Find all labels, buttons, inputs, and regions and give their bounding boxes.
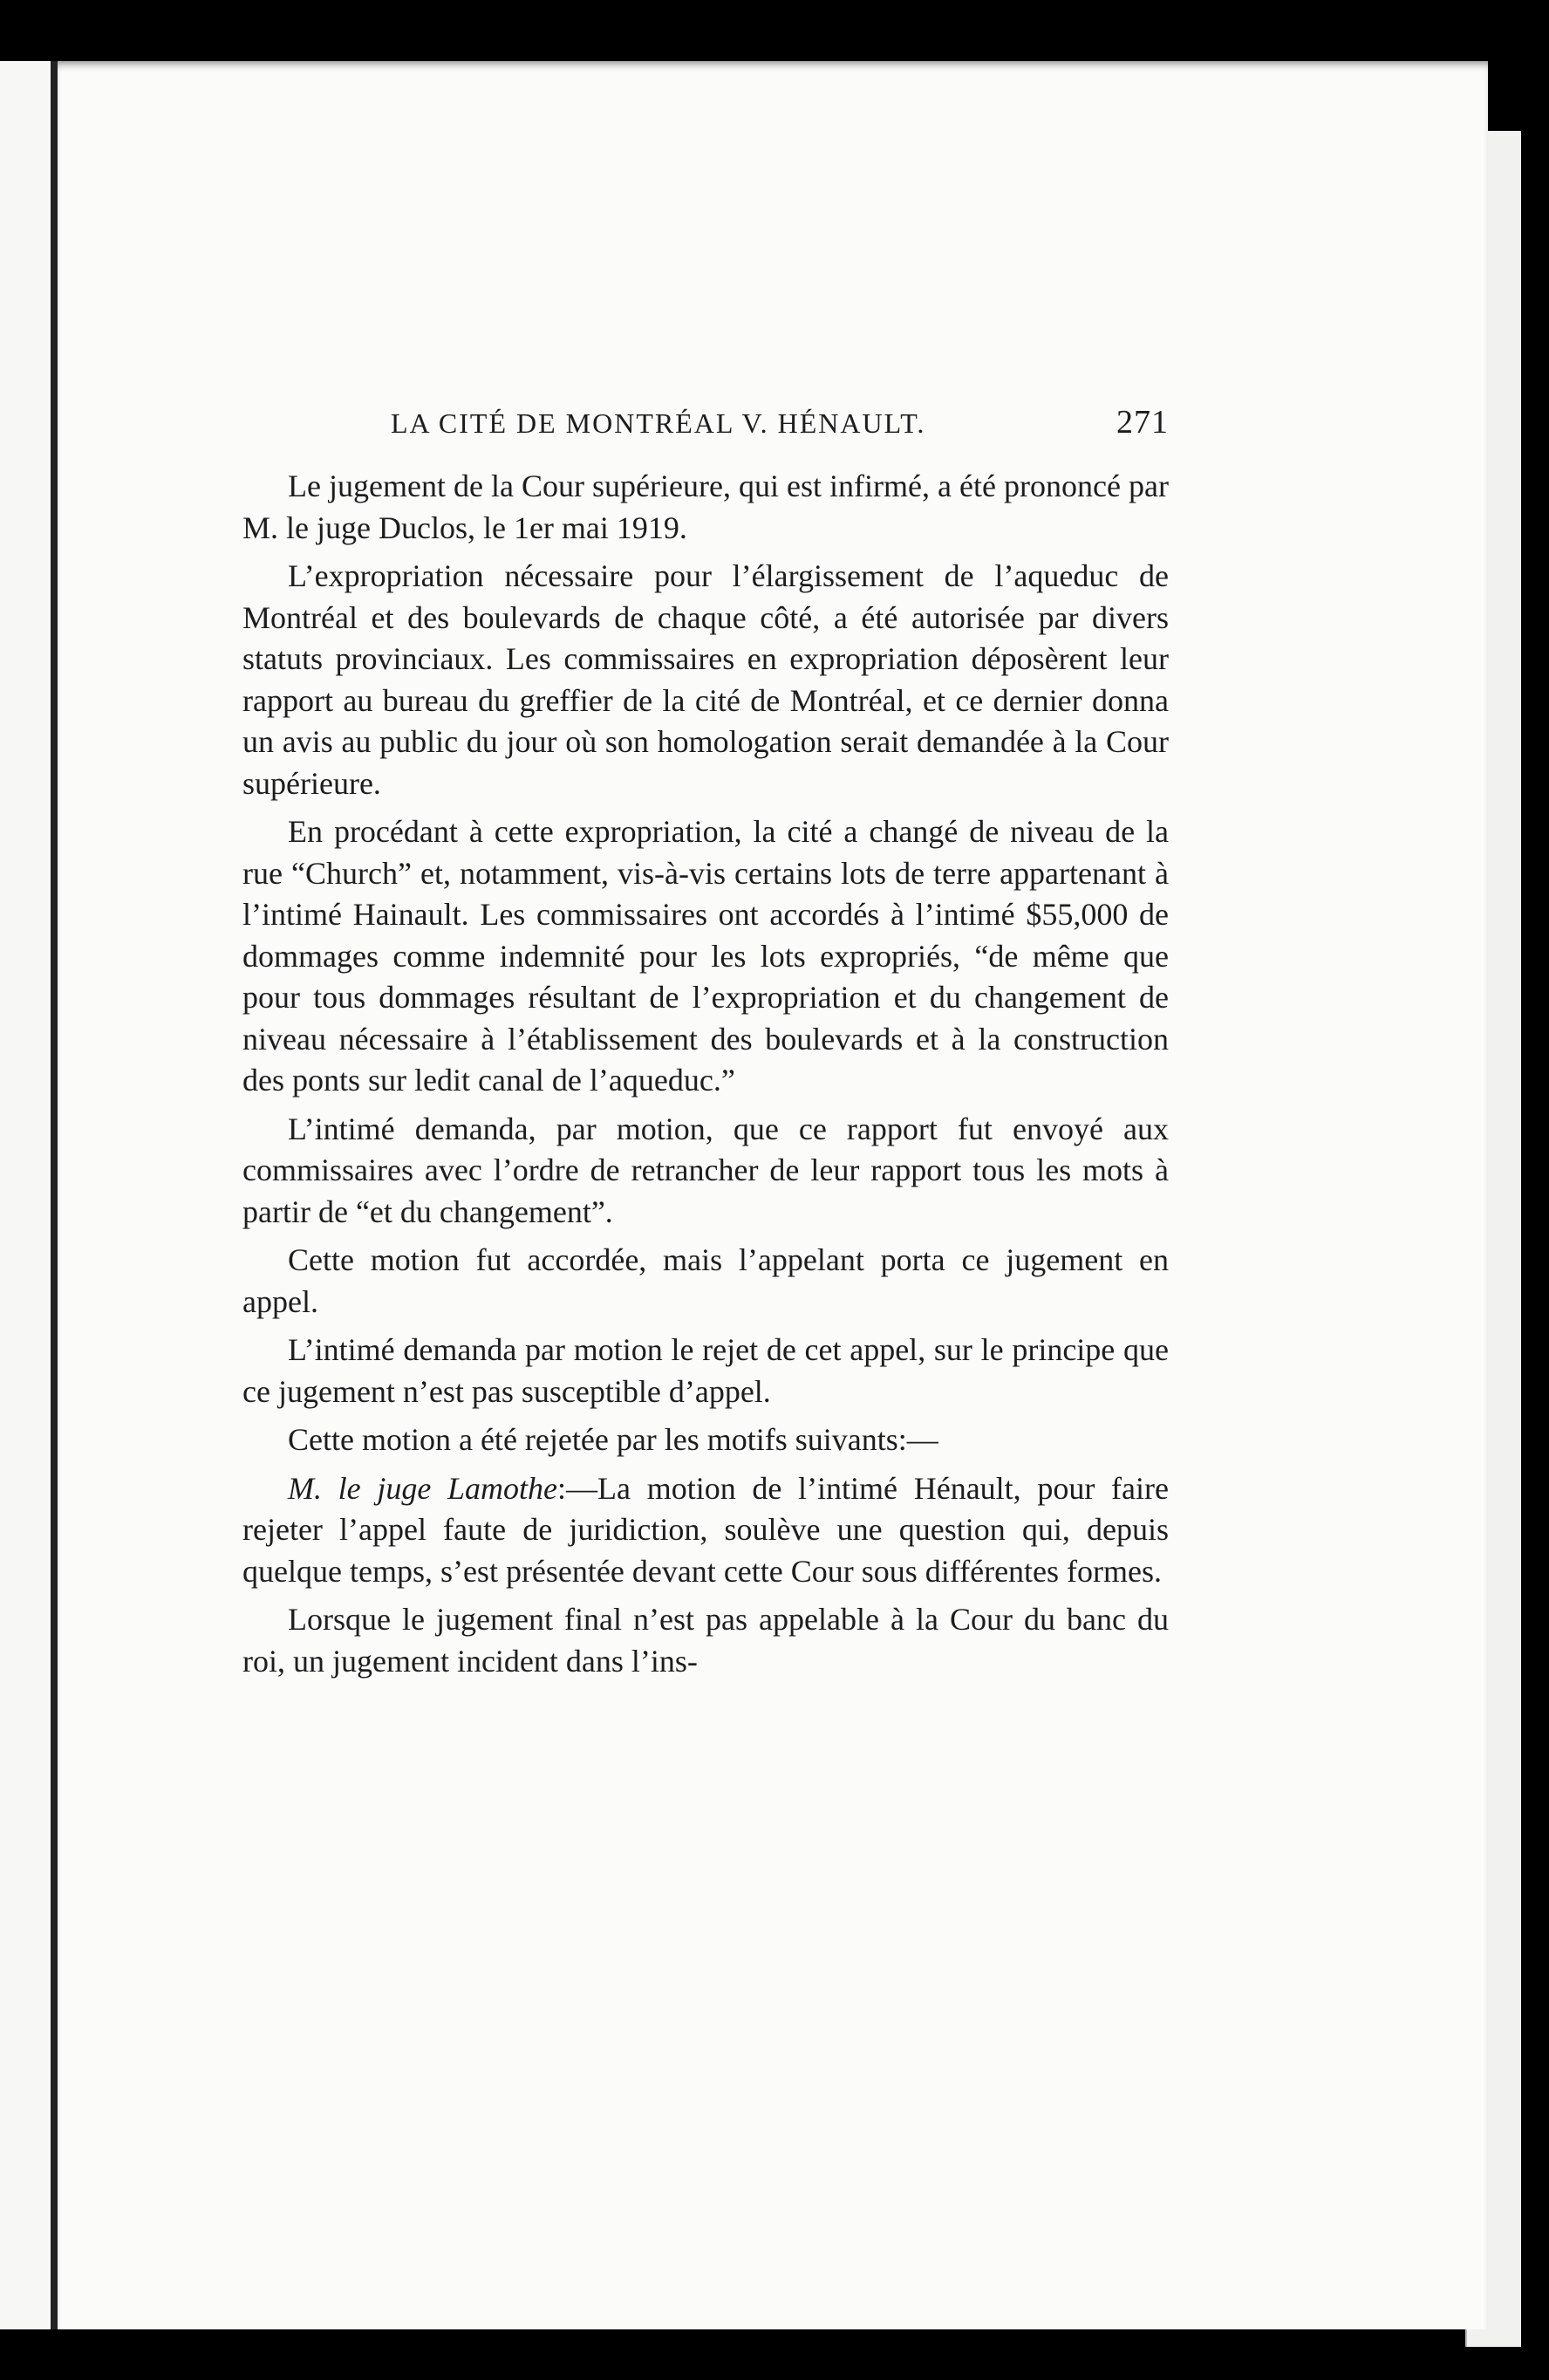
paragraph-5: Cette motion fut accordée, mais l’appelant porta ce jugement en appel. (242, 1242, 1169, 1319)
running-head (391, 403, 1169, 455)
page-text-block (242, 403, 1169, 1682)
facing-page-edge (0, 61, 51, 2329)
paragraph-6: L’intimé demanda par motion le rejet de cet appel, sur le principe que ce jugement n’est pas susceptible d’appel. (242, 1332, 1169, 1409)
book-page (58, 61, 1488, 2329)
gutter-shadow (51, 61, 58, 2329)
paragraph-2: L’expropriation nécessaire pour l’élargissement de l’aqueduc de Montréal et des boulevards de chaque côté, a été autorisée par divers statuts provinciaux. Les commissaires en expropriation déposèrent leur rapport au bureau du greffier de la cité de Montréal, et ce dernier donna un avis au public du jour où son homologation serait demandée à la Cour supérieure. (242, 558, 1169, 801)
judge-paragraph (242, 1468, 1169, 1593)
paragraph-4: L’intimé demanda, par motion, que ce rapport fut envoyé aux commissaires avec l’ordre de retrancher de leur rapport tous les mots à partir de “et du changement”. (242, 1111, 1169, 1229)
paragraph-3: En procédant à cette expropriation, la cité a changé de niveau de la rue “Church” et, notamment, vis-à-vis certains lots de terre appartenant à l’intimé Hainault. Les commissaires ont accordés à l’intimé $55,000 de dommages comme indemnité pour les lots expropriés, “de même que pour tous dommages résultant de l’expropriation et du changement de niveau nécessaire à l’établissement des boulevards et à la construction des ponts sur ledit canal de l’aqueduc.” (242, 814, 1169, 1098)
page-number: 271 (1116, 404, 1169, 441)
final-paragraph: Lorsque le jugement final n’est pas appelable à la Cour du banc du roi, un jugement incident dans l’ins- (242, 1602, 1169, 1679)
running-head-title: LA CITÉ DE MONTRÉAL V. HÉNAULT. (391, 407, 926, 439)
judge-opinion-text: :—La motion de l’intimé Hénault, pour faire rejeter l’appel faute de juridiction, soulève une question qui, depuis quelque temps, s’est présentée devant cette Cour sous différentes formes. (242, 1470, 1169, 1589)
paragraph-1: Le jugement de la Cour supérieure, qui est infirmé, a été prononcé par M. le juge Duclos, le 1er mai 1919. (242, 468, 1169, 545)
judge-name: M. le juge Lamothe (288, 1470, 558, 1506)
paragraph-7: Cette motion a été rejetée par les motifs suivants:— (288, 1422, 938, 1457)
